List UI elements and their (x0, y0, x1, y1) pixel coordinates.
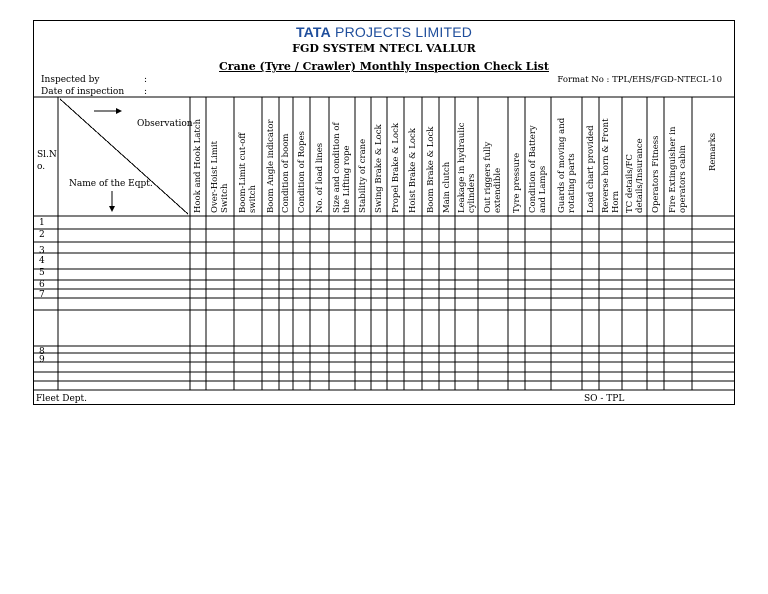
company-brand: TATA (295, 24, 331, 40)
column-header-line: Swing Brake & Lock (374, 124, 384, 213)
column-header-line: Out riggers fully (483, 141, 493, 213)
date-of-inspection-colon: : (144, 87, 148, 97)
column-header-line: Switch (220, 183, 230, 213)
column-header (426, 127, 436, 213)
inspection-sheet (33, 20, 735, 405)
column-header (442, 162, 452, 213)
column-header-line: Boom Brake & Lock (425, 126, 436, 213)
column-header (457, 122, 477, 213)
observation-arrow-head (116, 108, 122, 114)
column-header-line: cylinders (466, 173, 477, 213)
column-header-line: the Lifting rope (342, 145, 352, 213)
column-header (668, 127, 688, 213)
header-diagonal (60, 99, 188, 214)
row-number: 5 (39, 268, 45, 278)
column-header (625, 138, 645, 213)
column-header-line: Load chart provided (585, 125, 596, 213)
company-rest: PROJECTS LIMITED (335, 24, 473, 40)
column-header (586, 125, 596, 213)
date-of-inspection-label: Date of inspection (41, 87, 125, 97)
column-header-line: Over-Hoist Limit (210, 140, 220, 213)
column-header (374, 124, 384, 213)
column-header-line: Horn (610, 190, 621, 213)
column-header-line: extendible (493, 167, 503, 213)
checklist-grid (34, 21, 736, 406)
column-header (358, 139, 368, 213)
column-header-line: Leakage in hydraulic (456, 122, 467, 213)
column-header-line: Main clutch (442, 161, 452, 213)
column-header (238, 133, 258, 213)
column-header-line: Boom Angle indicator (265, 119, 276, 213)
column-header (557, 118, 577, 213)
footer-so-tpl: SO - TPL (584, 394, 625, 404)
column-header-line: No. of load lines (314, 142, 325, 213)
column-header-line: Propel Brake & Lock (390, 123, 401, 213)
inspected-by-colon: : (144, 75, 148, 85)
column-header-line: operators cabin (678, 145, 688, 213)
column-header-line: Boom-Limit cut-off (238, 132, 248, 213)
equipment-name-header: Name of the Eqpt. (69, 179, 153, 189)
column-header (512, 153, 522, 213)
row-number: 9 (39, 355, 45, 365)
column-header-line: Tyre pressure (511, 152, 522, 213)
column-header-line: and Lamps (538, 165, 548, 213)
column-header-line: Size and condition of (332, 122, 342, 213)
inspected-by-label: Inspected by (41, 75, 100, 85)
column-header-line: Reverse horn & Front (600, 118, 611, 213)
column-header (528, 125, 548, 213)
row-number: 7 (39, 290, 45, 300)
column-header-line: Guards of moving and (556, 117, 567, 213)
row-number: 4 (39, 256, 45, 266)
column-header-line: Condition of Battery (528, 125, 538, 213)
column-header-line: Stability of crane (358, 138, 368, 213)
column-header (281, 134, 291, 213)
sl-no-header: Sl.N o. (37, 150, 57, 172)
column-header-line: Remarks (708, 132, 718, 171)
column-header (315, 143, 325, 213)
project-name: FGD SYSTEM NTECL VALLUR (292, 42, 476, 55)
column-header (210, 141, 230, 213)
row-number: 8 (39, 347, 45, 357)
equipment-arrow-head (109, 206, 115, 212)
row-number: 1 (39, 218, 45, 228)
row-number: 6 (39, 280, 45, 290)
column-header (193, 119, 203, 213)
checklist-title: Crane (Tyre / Crawler) Monthly Inspection Check List (219, 60, 549, 73)
column-header (332, 122, 352, 213)
column-header-line: Fire Extinguisher in (668, 126, 678, 213)
column-header (708, 133, 718, 171)
column-header-line: TC details/FC (624, 154, 635, 213)
column-header (601, 119, 621, 214)
column-header (266, 119, 276, 213)
column-header-line: switch (248, 184, 258, 213)
column-header (408, 128, 418, 213)
column-header-line: Hoist Brake & Lock (408, 128, 418, 213)
column-header-line: Condition of boom (281, 133, 291, 213)
row-number: 3 (39, 246, 45, 256)
format-number: Format No : TPL/EHS/FGD-NTECL-10 (557, 75, 722, 85)
column-header (483, 142, 503, 213)
column-header-line: details/Insurance (634, 138, 645, 213)
observation-header: Observation (137, 119, 193, 129)
footer-fleet-dept: Fleet Dept. (36, 394, 88, 404)
column-header-line: Operators Fitness (650, 135, 661, 213)
column-header-line: rotating parts (566, 153, 577, 213)
column-header-line: Condition of Ropes (296, 131, 307, 213)
column-header (297, 131, 307, 213)
column-header (391, 123, 401, 213)
column-header-line: Hook and Hook Latch (193, 118, 203, 213)
row-number: 2 (39, 230, 45, 240)
column-header (651, 136, 661, 214)
